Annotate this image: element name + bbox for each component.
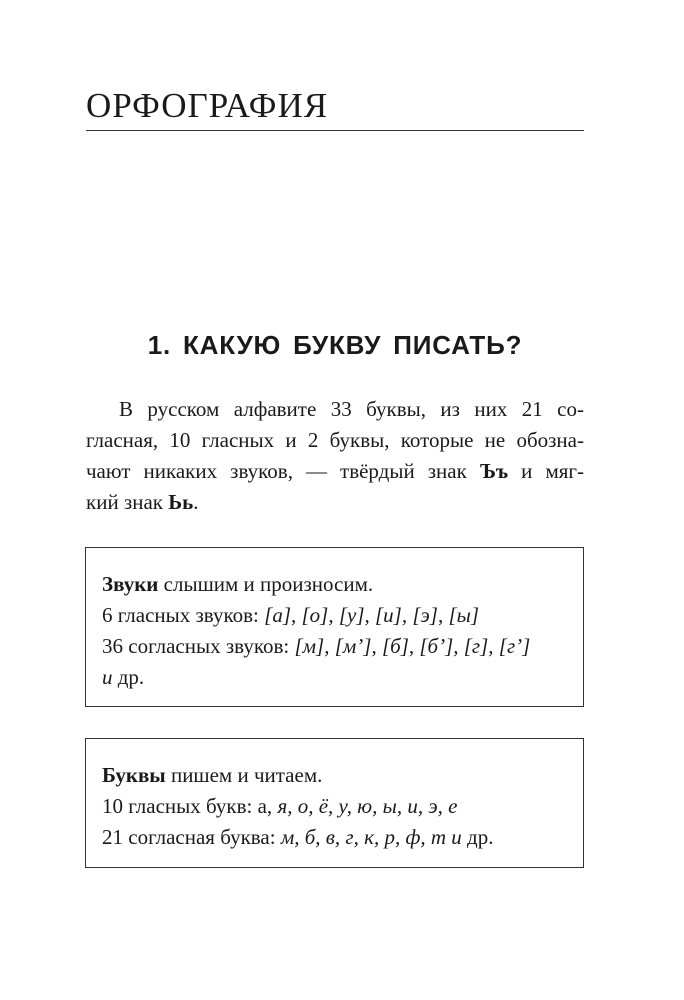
intro-line-3-text: чают никаких звуков, — твёрдый знак xyxy=(86,459,480,483)
sounds-box xyxy=(85,547,584,707)
consonant-sounds-cont-italic: и xyxy=(102,665,113,689)
intro-line-1: В русском алфавите 33 буквы, из них 21 со- xyxy=(119,397,584,421)
consonant-sounds-list: [м], [м’], [б], [б’], [г], [г’] xyxy=(294,634,531,658)
consonant-letters-rest: др. xyxy=(461,825,494,849)
vowel-sounds-list: [а], [о], [у], [и], [э], [ы] xyxy=(264,603,480,627)
sounds-heading-bold: Звуки xyxy=(102,572,159,596)
intro-line-3 xyxy=(86,456,584,487)
vowel-sounds-label: 6 гласных звуков: xyxy=(102,603,265,627)
sounds-heading-rest: слышим и произносим. xyxy=(158,572,374,596)
chapter-title: 1. КАКУЮ БУКВУ ПИСАТЬ? xyxy=(147,330,523,360)
vowel-sounds-row xyxy=(102,600,567,631)
vowel-letters-row xyxy=(102,791,567,822)
letters-heading xyxy=(102,760,567,791)
consonant-letters-row xyxy=(102,822,567,853)
letters-heading-rest: пишем и читаем. xyxy=(165,763,323,787)
intro-line-4-text: кий знак xyxy=(86,490,169,514)
intro-paragraph xyxy=(86,394,584,518)
intro-line-2: гласная, 10 гласных и 2 буквы, которые не обозна- xyxy=(86,428,584,452)
consonant-sounds-cont-rest: др. xyxy=(112,665,145,689)
vowel-letters-label: 10 гласных букв: а, xyxy=(102,794,278,818)
consonant-letters-list: м, б, в, г, к, р, ф, т и xyxy=(280,825,462,849)
vowel-letters-list: я, о, ё, у, ю, ы, и, э, е xyxy=(277,794,458,818)
page-header xyxy=(86,86,584,131)
consonant-letters-label: 21 согласная буква: xyxy=(102,825,281,849)
letters-box xyxy=(85,738,584,868)
intro-line-4 xyxy=(86,487,584,518)
consonant-sounds-label: 36 согласных звуков: xyxy=(102,634,295,658)
consonant-sounds-row xyxy=(102,631,567,662)
soft-sign: Ьь xyxy=(168,490,194,514)
consonant-sounds-cont xyxy=(102,662,567,693)
sounds-heading xyxy=(102,569,567,600)
intro-line-4-end: . xyxy=(193,490,199,514)
intro-line-3-end: и мяг- xyxy=(508,459,584,483)
section-title: ОРФОГРАФИЯ xyxy=(86,86,329,125)
hard-sign: Ъъ xyxy=(479,459,509,483)
letters-heading-bold: Буквы xyxy=(102,763,166,787)
